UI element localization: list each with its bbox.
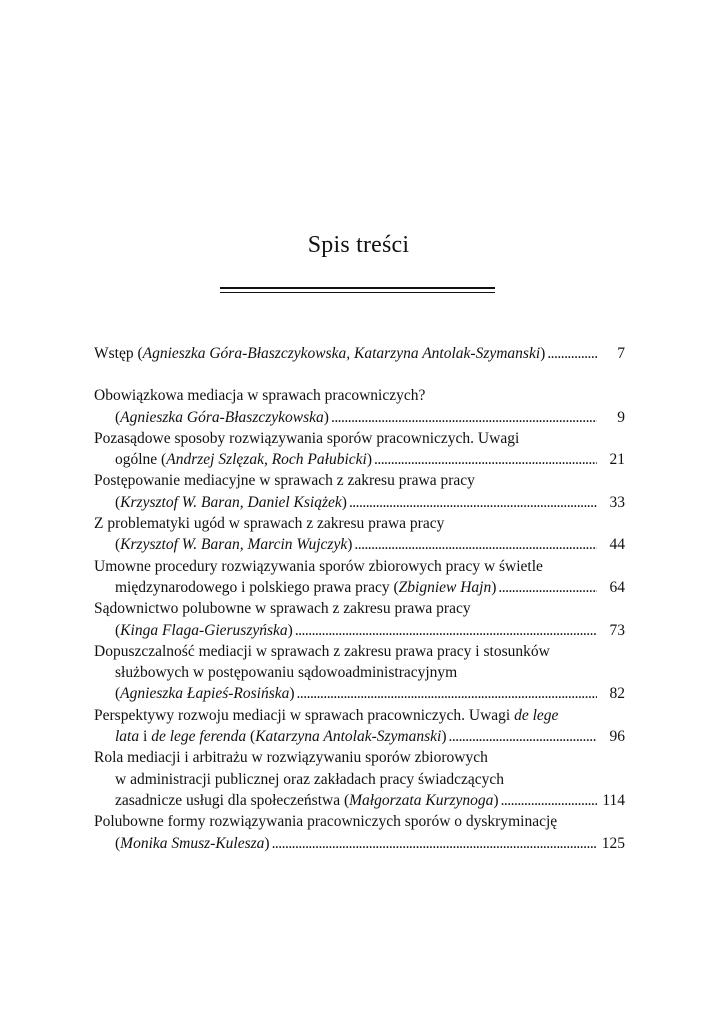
toc-entry-text: (Agnieszka Łapieś-Rosińska) [115, 685, 295, 703]
toc-entry-title-line: Rola mediacji i arbitrażu w rozwiązywaniu sporów zbiorowych [94, 749, 488, 767]
toc-entry[interactable] [94, 598, 625, 641]
toc-entry-last-line [94, 577, 625, 598]
dot-leader [272, 833, 597, 854]
page-title: Spis treści [307, 232, 410, 258]
dot-leader [501, 790, 597, 811]
toc-entry[interactable] [94, 811, 625, 854]
toc-entry-text: (Kinga Flaga-Gieruszyńska) [115, 621, 293, 639]
toc-entry[interactable] [94, 513, 625, 556]
page-number: 73 [609, 621, 625, 639]
toc-entry-text: (Monika Smusz-Kulesza) [115, 834, 270, 852]
page-number: 9 [617, 408, 625, 426]
toc-entry-last-line [94, 407, 625, 428]
toc-entry-title-line: Z problematyki ugód w sprawach z zakresu prawa pracy [94, 515, 445, 533]
toc-entry-title-line: Umowne procedury rozwiązywania sporów zbiorowych pracy w świetle [94, 557, 543, 575]
toc-entry-title-line: Dopuszczalność mediacji w sprawach z zakresu prawa pracy i stosunków [94, 642, 550, 660]
title-rule-thick [220, 287, 495, 289]
toc-entry-title-line: Obowiązkowa mediacja w sprawach pracowniczych? [94, 387, 426, 405]
page-number: 64 [609, 578, 625, 596]
page-number: 44 [609, 536, 625, 554]
toc-entry[interactable] [94, 705, 625, 748]
page-number: 82 [609, 685, 625, 703]
dot-leader [374, 449, 597, 470]
toc-entry[interactable] [94, 747, 625, 811]
toc-entry-title-line: Polubowne formy rozwiązywania pracowniczych sporów o dyskryminację [94, 813, 558, 831]
dot-leader [498, 577, 597, 598]
toc-entry-title-line: Perspektywy rozwoju mediacji w sprawach pracowniczych. Uwagi de lege [94, 706, 559, 724]
dot-leader [295, 620, 597, 641]
toc-entry-title-line: służbowych w postępowaniu sądowoadministracyjnym [115, 664, 458, 682]
toc-entry-last-line [94, 833, 625, 854]
dot-leader [331, 407, 597, 428]
toc-entry-last-line [94, 449, 625, 470]
dot-leader [349, 492, 597, 513]
toc-entry-title-line: Sądownictwo polubowne w sprawach z zakresu prawa pracy [94, 600, 471, 618]
toc-entry-title-line: w administracji publicznej oraz zakładach pracy świadczących [115, 770, 505, 788]
toc-entry-last-line [94, 790, 625, 811]
dot-leader [449, 726, 597, 747]
toc-entry-text: lata i de lege ferenda (Katarzyna Antolak-Szymanski) [115, 728, 447, 746]
toc-entry-text: (Krzysztof W. Baran, Daniel Książek) [115, 493, 347, 511]
toc-entry-text: ogólne (Andrzej Szlęzak, Roch Pałubicki) [115, 451, 372, 469]
dot-leader [354, 534, 597, 555]
toc-entry[interactable] [94, 385, 625, 428]
dot-leader [547, 343, 597, 364]
page-number: 114 [602, 791, 625, 809]
toc-entry-title-line: Pozasądowe sposoby rozwiązywania sporów pracowniczych. Uwagi [94, 429, 520, 447]
toc-entry-text: Wstęp (Agnieszka Góra-Błaszczykowska, Katarzyna Antolak-Szymanski) [94, 345, 546, 362]
toc-entry-text: (Krzysztof W. Baran, Marcin Wujczyk) [115, 536, 353, 554]
page-number: 125 [601, 834, 625, 852]
dot-leader [297, 683, 597, 704]
toc-entry[interactable] [94, 343, 625, 364]
page-number: 21 [609, 451, 625, 469]
page-number: 96 [609, 728, 625, 746]
toc-entry-text: (Agnieszka Góra-Błaszczykowska) [115, 408, 329, 426]
page-number: 33 [609, 493, 625, 511]
page-number: 7 [617, 345, 625, 362]
toc-entry[interactable] [94, 556, 625, 599]
toc-entry-last-line [94, 492, 625, 513]
toc-entry[interactable] [94, 470, 625, 513]
toc-entry-last-line [94, 343, 625, 364]
toc-entry[interactable] [94, 641, 625, 705]
toc-entry-last-line [94, 534, 625, 555]
toc-entry-text: zasadnicze usługi dla społeczeństwa (Małgorzata Kurzynoga) [115, 791, 499, 809]
toc-entry-last-line [94, 726, 625, 747]
toc-entry-last-line [94, 620, 625, 641]
toc-entry-text: międzynarodowego i polskiego prawa pracy (Zbigniew Hajn) [115, 578, 497, 596]
title-rule-thin [220, 292, 495, 293]
toc-entry-last-line [94, 683, 625, 704]
table-of-contents [94, 343, 625, 854]
toc-entry-title-line: Postępowanie mediacyjne w sprawach z zakresu prawa pracy [94, 472, 475, 490]
toc-entry[interactable] [94, 428, 625, 471]
